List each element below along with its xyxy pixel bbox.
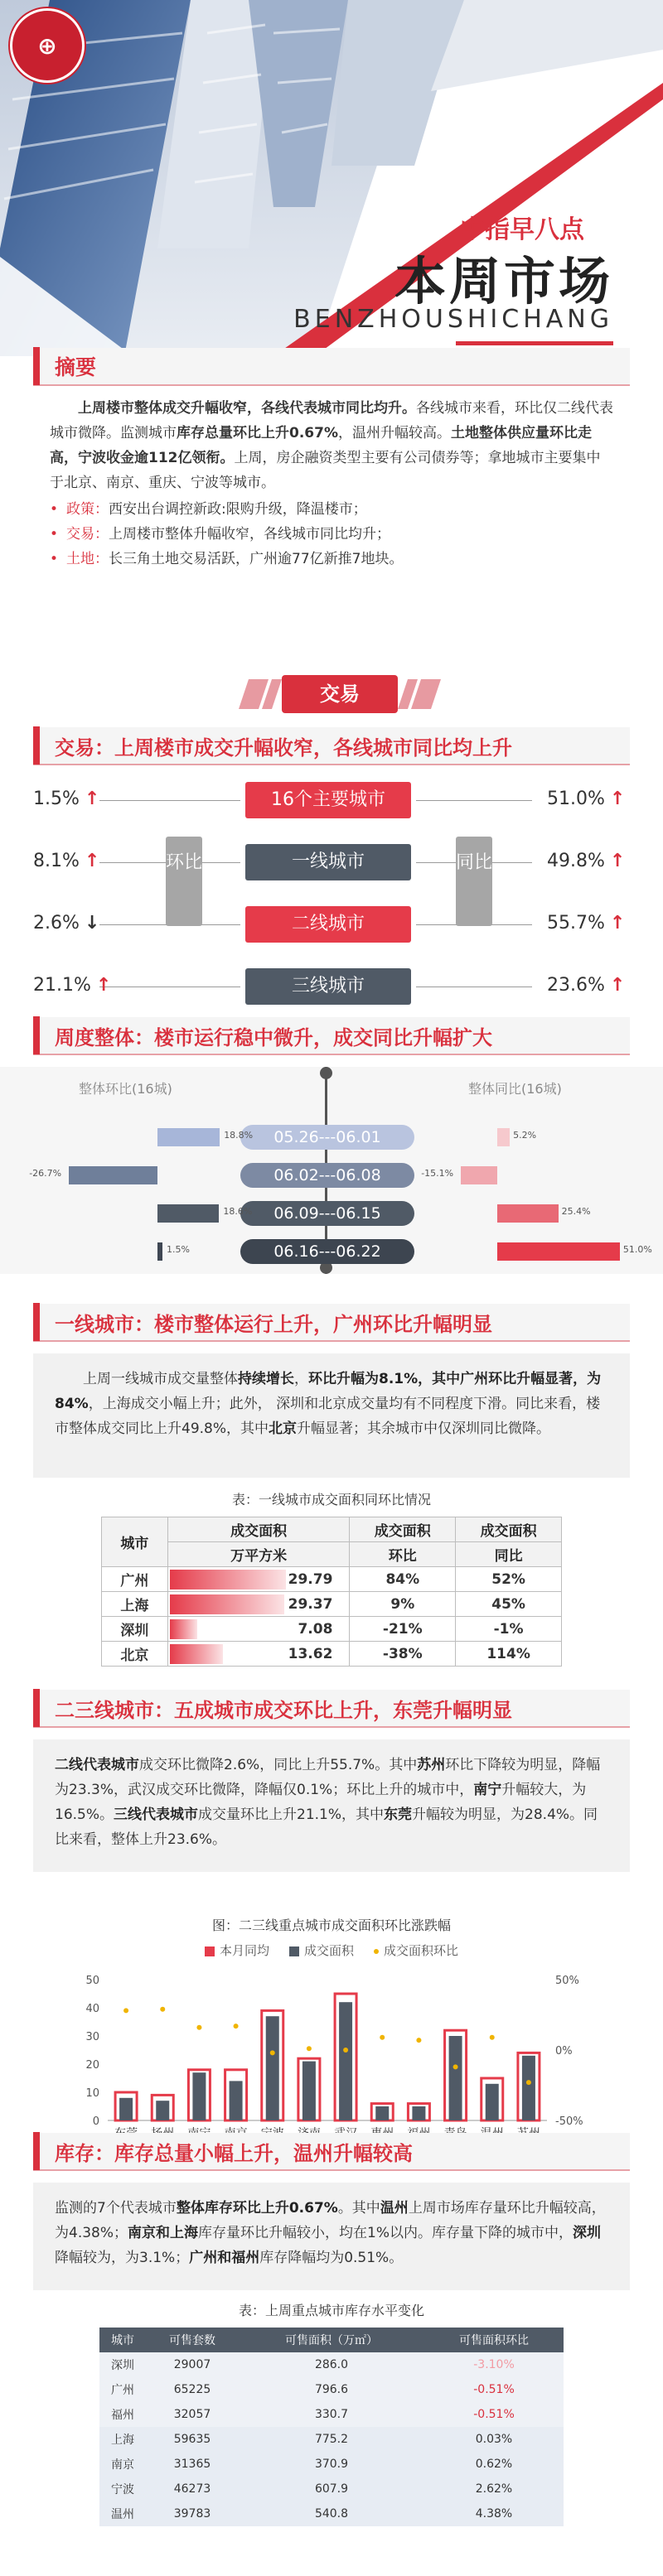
point-hb bbox=[380, 2035, 385, 2040]
hb-label: 环比 bbox=[166, 837, 202, 926]
text-segment: 整体库存环比上升0.67% bbox=[176, 2200, 338, 2217]
inventory-title: 库存：库存总量小幅上升，温州升幅较高 bbox=[55, 2141, 413, 2165]
inv-header: 可售面积环比 bbox=[424, 2328, 564, 2352]
cell-tb: 45% bbox=[456, 1592, 562, 1617]
bar-area bbox=[156, 2101, 169, 2120]
page-title: 本周市场 bbox=[394, 251, 613, 311]
text-segment: 南宁 bbox=[473, 1782, 502, 1798]
cell-tb: 52% bbox=[456, 1567, 562, 1592]
cell-area bbox=[167, 1567, 350, 1592]
weekly-panel bbox=[0, 1067, 663, 1274]
point-hb bbox=[526, 2080, 531, 2085]
hb-label: 18.8% bbox=[224, 1130, 254, 1141]
chart-legend bbox=[0, 1942, 663, 1959]
hb-bar bbox=[157, 1242, 162, 1261]
inv-area: 370.9 bbox=[314, 2458, 349, 2471]
bar-area bbox=[486, 2084, 499, 2120]
text-segment: 环比下降较为明显，降幅为23.3%，武汉成交环比微降，降幅仅0.1%；环比上升的城市中， bbox=[55, 1757, 601, 1798]
text-segment: ， bbox=[294, 1371, 308, 1387]
trade-hb-value bbox=[33, 913, 99, 933]
text-segment: 监测的7个代表城市 bbox=[55, 2200, 177, 2217]
bar-area bbox=[266, 2016, 279, 2120]
text-segment: 上周，房企融资类型主要有公司债券等；拿地城市主要集中于北京、南京、重庆、宁波等城市。 bbox=[50, 450, 601, 491]
trade-title: 交易：上周楼市成交升幅收窄，各线城市同比均上升 bbox=[55, 736, 512, 760]
area-bar bbox=[170, 1644, 223, 1664]
text-segment: 库存总量环比上升0.67% bbox=[177, 425, 338, 441]
tier1-title: 一线城市：楼市整体运行上升，广州环比升幅明显 bbox=[55, 1312, 492, 1336]
point-hb bbox=[160, 2007, 165, 2012]
text-segment: 降幅较为，为3.1%； bbox=[55, 2250, 190, 2266]
summary-bullet bbox=[50, 522, 613, 547]
heading-bar bbox=[33, 1689, 40, 1727]
inventory-table bbox=[99, 2328, 564, 2526]
weekly-right-label: 整体同比(16城) bbox=[468, 1081, 562, 1097]
tb-number: 49.8% bbox=[547, 851, 605, 871]
area-bar bbox=[170, 1570, 286, 1589]
hb-label: 1.5% bbox=[167, 1244, 190, 1255]
legend-square-icon bbox=[205, 1946, 215, 1956]
trade-section bbox=[0, 727, 663, 765]
text-segment: 库存降幅均为0.51%。 bbox=[259, 2250, 404, 2266]
bullet-value: 上周楼市整体升幅收窄，各线城市同比均升； bbox=[109, 526, 391, 543]
text-segment: 北京 bbox=[269, 1421, 298, 1437]
inv-city: 广州 bbox=[111, 2384, 134, 2397]
trade-leader-left bbox=[99, 800, 240, 801]
trade-tb-value bbox=[547, 789, 625, 809]
inv-header: 可售面积（万㎡） bbox=[239, 2328, 424, 2352]
arrow-up-icon: ↑ bbox=[84, 851, 100, 871]
inv-hb: 0.62% bbox=[475, 2458, 513, 2471]
inv-units: 32057 bbox=[173, 2408, 211, 2421]
y-tick-label: 0 bbox=[92, 2115, 99, 2128]
table-row bbox=[99, 2477, 564, 2501]
inventory-table-caption: 表：上周重点城市库存水平变化 bbox=[238, 2303, 424, 2318]
tier1-heading bbox=[33, 1304, 630, 1342]
heading-bar bbox=[33, 726, 40, 765]
inv-units: 29007 bbox=[173, 2358, 211, 2371]
tb-bar bbox=[497, 1128, 510, 1146]
hb-number: 8.1% bbox=[33, 851, 80, 871]
text-segment: 升幅较为明显，为28.4%。同比来看，整体上升23.6%。 bbox=[55, 1807, 598, 1848]
legend-dot-icon bbox=[374, 1949, 379, 1954]
bullet-key: 交易： bbox=[66, 526, 109, 543]
bar-area bbox=[375, 2106, 389, 2120]
table-row bbox=[99, 2427, 564, 2452]
tier23-chart bbox=[0, 1905, 663, 2154]
inventory-body bbox=[33, 2183, 630, 2290]
tb-number: 55.7% bbox=[547, 913, 605, 933]
inv-header: 城市 bbox=[99, 2328, 146, 2352]
hb-label: 18.6% bbox=[223, 1206, 253, 1217]
inv-header: 可售套数 bbox=[146, 2328, 239, 2352]
heading-bar bbox=[33, 2132, 40, 2170]
inv-area: 330.7 bbox=[314, 2408, 349, 2421]
chart-title: 图：二三线重点城市成交面积环比涨跌幅 bbox=[211, 1918, 451, 1933]
legend-label: 成交面积 bbox=[303, 1943, 354, 1958]
arrow-up-icon: ↑ bbox=[95, 975, 112, 996]
heading-bar bbox=[33, 1016, 40, 1054]
area-value: 7.08 bbox=[298, 1620, 333, 1638]
bullet-value: 西安出台调控新政:限购升级，降温楼市； bbox=[109, 501, 367, 518]
trade-city-box: 16个主要城市 bbox=[245, 782, 411, 818]
heading-bar bbox=[33, 347, 40, 385]
inv-units: 31365 bbox=[173, 2458, 211, 2471]
arrow-up-icon: ↑ bbox=[609, 851, 626, 871]
inv-units: 46273 bbox=[173, 2482, 211, 2496]
text-segment: 成交环比微降2.6%，同比上升55.7%。其中 bbox=[139, 1757, 418, 1773]
summary-bullet bbox=[50, 547, 613, 572]
table-row bbox=[102, 1567, 562, 1592]
inv-city: 深圳 bbox=[111, 2359, 134, 2372]
text-segment: 南京和上海 bbox=[128, 2225, 199, 2241]
tb-label: 5.2% bbox=[513, 1130, 537, 1141]
y-tick-label: 30 bbox=[85, 2031, 99, 2043]
point-hb bbox=[343, 2048, 348, 2053]
summary-heading bbox=[33, 348, 630, 386]
cell-city: 北京 bbox=[102, 1642, 168, 1667]
trade-tb-value bbox=[547, 851, 625, 871]
hero-banner bbox=[0, 0, 663, 356]
tb-number: 23.6% bbox=[547, 975, 605, 996]
text-segment: ，温州升幅较高。 bbox=[337, 425, 451, 441]
point-hb bbox=[416, 2038, 421, 2043]
th-area: 成交面积 bbox=[167, 1517, 350, 1542]
bullet-dot: • bbox=[50, 551, 59, 567]
table-row bbox=[99, 2452, 564, 2477]
trade-heading bbox=[33, 727, 630, 765]
y2-tick-label: 0% bbox=[555, 2045, 573, 2057]
trade-hb-value bbox=[33, 789, 99, 809]
point-hb bbox=[307, 2046, 312, 2051]
legend-item bbox=[374, 1943, 458, 1958]
tier1-body bbox=[33, 1353, 630, 1478]
trade-hb-value bbox=[33, 851, 99, 871]
cell-hb: -21% bbox=[350, 1617, 456, 1642]
bar-area bbox=[230, 2081, 243, 2120]
week-pill: 05.26---06.01 bbox=[240, 1125, 414, 1150]
week-pill: 06.09---06.15 bbox=[240, 1201, 414, 1226]
text-segment: 各线城市来看，环比仅二线代表城市微降。监测城市 bbox=[50, 400, 613, 441]
trade-tb-value bbox=[547, 975, 625, 996]
table-row bbox=[102, 1642, 562, 1667]
inv-city: 宁波 bbox=[111, 2483, 134, 2496]
bar-area bbox=[412, 2106, 425, 2120]
tb-bar bbox=[461, 1166, 497, 1184]
th-area2: 成交面积 bbox=[350, 1517, 456, 1542]
summary-body bbox=[50, 396, 613, 572]
tier1-table bbox=[101, 1517, 562, 1667]
area-bar bbox=[170, 1594, 284, 1614]
text-segment: 升幅显著；其余城市中仅深圳同比微降。 bbox=[297, 1421, 551, 1437]
text-segment: ，上海成交小幅上升；此外， 深圳和北京成交量均有不同程度下滑。同比来看，楼市整体成交同比上升49.8%，其中 bbox=[55, 1396, 601, 1437]
area-value: 29.79 bbox=[288, 1570, 333, 1588]
trade-banner: 交易 bbox=[282, 675, 398, 713]
inv-area: 796.6 bbox=[314, 2383, 349, 2396]
page-subtitle: BENZHOUSHICHANG bbox=[293, 305, 613, 334]
tb-label: 25.4% bbox=[561, 1206, 591, 1217]
trade-city-box: 一线城市 bbox=[245, 844, 411, 880]
trade-hb-value bbox=[33, 975, 111, 996]
text-segment: 东莞 bbox=[384, 1807, 413, 1823]
trade-city-box: 三线城市 bbox=[245, 968, 411, 1005]
trade-city-box: 二线城市 bbox=[245, 906, 411, 943]
arrow-up-icon: ↑ bbox=[609, 789, 626, 809]
inventory-heading bbox=[33, 2133, 630, 2171]
cell-tb: 114% bbox=[456, 1642, 562, 1667]
inv-area: 540.8 bbox=[314, 2507, 349, 2521]
inv-units: 39783 bbox=[173, 2507, 211, 2521]
trade-leader-right bbox=[416, 800, 532, 801]
cell-city: 深圳 bbox=[102, 1617, 168, 1642]
text-segment: 升幅较大，为16.5%。 bbox=[55, 1782, 587, 1823]
bar-area bbox=[449, 2036, 462, 2120]
text-segment: 温州 bbox=[380, 2200, 409, 2217]
tier23-paragraph bbox=[55, 1753, 608, 1852]
inv-hb: 2.62% bbox=[475, 2482, 513, 2496]
inv-area: 607.9 bbox=[314, 2482, 349, 2496]
axis-cap-top bbox=[320, 1067, 332, 1079]
cell-hb: -38% bbox=[350, 1642, 456, 1667]
tier23-body bbox=[33, 1739, 630, 1872]
hb-bar bbox=[69, 1166, 157, 1184]
tier1-section bbox=[0, 1304, 663, 1667]
cell-area bbox=[167, 1592, 350, 1617]
inv-area: 286.0 bbox=[314, 2358, 349, 2371]
text-segment: 上周市场库存量环比升幅较高，为4.38%； bbox=[55, 2200, 606, 2241]
banner-arrows bbox=[232, 673, 448, 716]
y2-tick-label: -50% bbox=[555, 2115, 583, 2128]
tb-label: -15.1% bbox=[421, 1168, 454, 1179]
arrow-up-icon: ↑ bbox=[609, 913, 626, 933]
bar-area bbox=[302, 2062, 316, 2120]
y-tick-label: 10 bbox=[85, 2087, 99, 2100]
weekly-heading bbox=[33, 1017, 630, 1055]
weekly-section bbox=[0, 1017, 663, 1055]
text-segment: 成交量环比上升21.1%，其中 bbox=[198, 1807, 385, 1823]
y-tick-label: 40 bbox=[85, 2003, 99, 2015]
table-row bbox=[99, 2377, 564, 2402]
inv-city: 温州 bbox=[111, 2508, 134, 2521]
inventory-paragraph bbox=[55, 2196, 608, 2270]
area-value: 13.62 bbox=[288, 1645, 333, 1662]
legend-square-icon bbox=[289, 1946, 299, 1956]
text-segment: 苏州 bbox=[417, 1757, 446, 1773]
point-hb bbox=[453, 2064, 458, 2069]
week-pill: 06.16---06.22 bbox=[240, 1239, 414, 1264]
bullet-key: 政策： bbox=[66, 501, 109, 518]
text-segment: 二线代表城市 bbox=[55, 1757, 139, 1773]
tier23-heading bbox=[33, 1690, 630, 1728]
area-value: 29.37 bbox=[288, 1595, 333, 1613]
table-row bbox=[99, 2501, 564, 2526]
legend-label: 成交面积环比 bbox=[384, 1943, 459, 1958]
text-segment: 环比升幅为8.1%，其中广州环比升幅显著，为84% bbox=[55, 1371, 602, 1412]
hb-number: 21.1% bbox=[33, 975, 91, 996]
weekly-left-label: 整体环比(16城) bbox=[79, 1081, 172, 1097]
text-segment: 上周一线城市成交量整体 bbox=[83, 1371, 238, 1387]
bullet-key: 土地： bbox=[66, 551, 109, 567]
bullet-dot: • bbox=[50, 526, 59, 543]
point-hb bbox=[270, 2050, 275, 2055]
area-bar bbox=[170, 1619, 197, 1639]
hb-number: 2.6% bbox=[33, 913, 80, 933]
inv-city: 上海 bbox=[111, 2434, 134, 2447]
bar-area bbox=[192, 2072, 206, 2120]
inventory-section bbox=[0, 2133, 663, 2526]
table-row bbox=[99, 2402, 564, 2427]
header-kicker: 中指早八点 bbox=[460, 215, 584, 244]
summary-title: 摘要 bbox=[55, 355, 97, 379]
tier23-section bbox=[0, 1690, 663, 1872]
th-area3: 成交面积 bbox=[456, 1517, 562, 1542]
bullet-value: 长三角土地交易活跃，广州逾77亿新推7地块。 bbox=[109, 551, 404, 567]
chart-plot bbox=[0, 1963, 663, 2154]
text-segment: 上周楼市整体成交升幅收窄，各线代表城市同比均升。 bbox=[78, 400, 416, 417]
bar-area bbox=[339, 2002, 352, 2120]
point-hb bbox=[196, 2025, 201, 2030]
heading-bar bbox=[33, 1303, 40, 1341]
cell-tb: -1% bbox=[456, 1617, 562, 1642]
inv-city: 南京 bbox=[111, 2458, 134, 2472]
hb-label: -26.7% bbox=[29, 1168, 62, 1179]
tb-bar bbox=[497, 1242, 620, 1261]
tb-bar bbox=[497, 1204, 559, 1223]
summary-paragraph bbox=[50, 396, 613, 495]
text-segment: 土地整体供应量环比走高，宁波收金逾112亿领衔。 bbox=[50, 425, 592, 466]
tier1-table-caption: 表：一线城市成交面积同环比情况 bbox=[231, 1492, 431, 1507]
y-tick-label: 50 bbox=[85, 1975, 99, 1987]
tb-label: 51.0% bbox=[622, 1244, 652, 1255]
inv-hb: 4.38% bbox=[475, 2507, 513, 2521]
point-hb bbox=[490, 2035, 495, 2040]
text-segment: 。其中 bbox=[337, 2200, 380, 2217]
summary-bullets bbox=[50, 497, 613, 572]
trade-tb-value bbox=[547, 913, 625, 933]
week-pill: 06.02---06.08 bbox=[240, 1163, 414, 1188]
inv-city: 福州 bbox=[111, 2409, 134, 2422]
cell-hb: 84% bbox=[350, 1567, 456, 1592]
hb-bar bbox=[157, 1128, 220, 1146]
tb-number: 51.0% bbox=[547, 789, 605, 809]
y2-tick-label: 50% bbox=[555, 1975, 579, 1987]
bullet-dot: • bbox=[50, 501, 59, 518]
bar-area bbox=[522, 2056, 535, 2120]
inv-units: 65225 bbox=[173, 2383, 211, 2396]
text-segment: 三线代表城市 bbox=[114, 1807, 199, 1823]
arrow-up-icon: ↑ bbox=[609, 975, 626, 996]
table-row bbox=[99, 2352, 564, 2377]
cell-hb: 9% bbox=[350, 1592, 456, 1617]
inv-units: 59635 bbox=[173, 2433, 211, 2446]
inv-hb: -3.10% bbox=[473, 2358, 515, 2371]
inv-area: 775.2 bbox=[314, 2433, 349, 2446]
cell-city: 上海 bbox=[102, 1592, 168, 1617]
th-city: 城市 bbox=[102, 1517, 168, 1567]
inv-hb: 0.03% bbox=[475, 2433, 513, 2446]
text-segment: 深圳 bbox=[572, 2225, 601, 2241]
inv-hb: -0.51% bbox=[473, 2408, 515, 2421]
arrow-down-icon: ↓ bbox=[84, 913, 100, 933]
table-row bbox=[102, 1592, 562, 1617]
table-row bbox=[102, 1617, 562, 1642]
point-hb bbox=[234, 2024, 239, 2028]
hb-bar bbox=[157, 1204, 219, 1223]
y-tick-label: 20 bbox=[85, 2059, 99, 2072]
th-area-unit: 万平方米 bbox=[167, 1542, 350, 1567]
point-hb bbox=[123, 2008, 128, 2013]
tb-label: 同比 bbox=[456, 837, 492, 926]
summary-section bbox=[0, 348, 663, 572]
inv-hb: -0.51% bbox=[473, 2383, 515, 2396]
cell-area bbox=[167, 1617, 350, 1642]
text-segment: 持续增长 bbox=[238, 1371, 294, 1387]
hb-number: 1.5% bbox=[33, 789, 80, 809]
cell-area bbox=[167, 1642, 350, 1667]
tier1-paragraph bbox=[55, 1367, 608, 1441]
th-hb: 环比 bbox=[350, 1542, 456, 1567]
text-segment: 库存量环比升幅较小，均在1%以内。库存量下降的城市中， bbox=[198, 2225, 573, 2241]
cell-city: 广州 bbox=[102, 1567, 168, 1592]
bar-area bbox=[119, 2098, 133, 2120]
weekly-title: 周度整体：楼市运行稳中微升，成交同比升幅扩大 bbox=[55, 1025, 492, 1049]
title-underline bbox=[456, 341, 613, 345]
arrow-up-icon: ↑ bbox=[84, 789, 100, 809]
legend-item bbox=[289, 1943, 354, 1958]
text-segment: 广州和福州 bbox=[189, 2250, 260, 2266]
summary-bullet bbox=[50, 497, 613, 522]
legend-item bbox=[205, 1943, 269, 1958]
th-tb: 同比 bbox=[456, 1542, 562, 1567]
tier23-title: 二三线城市：五成城市成交环比上升，东莞升幅明显 bbox=[55, 1698, 512, 1722]
legend-label: 本月同均 bbox=[219, 1943, 269, 1958]
company-logo: ⊕ bbox=[10, 8, 85, 83]
